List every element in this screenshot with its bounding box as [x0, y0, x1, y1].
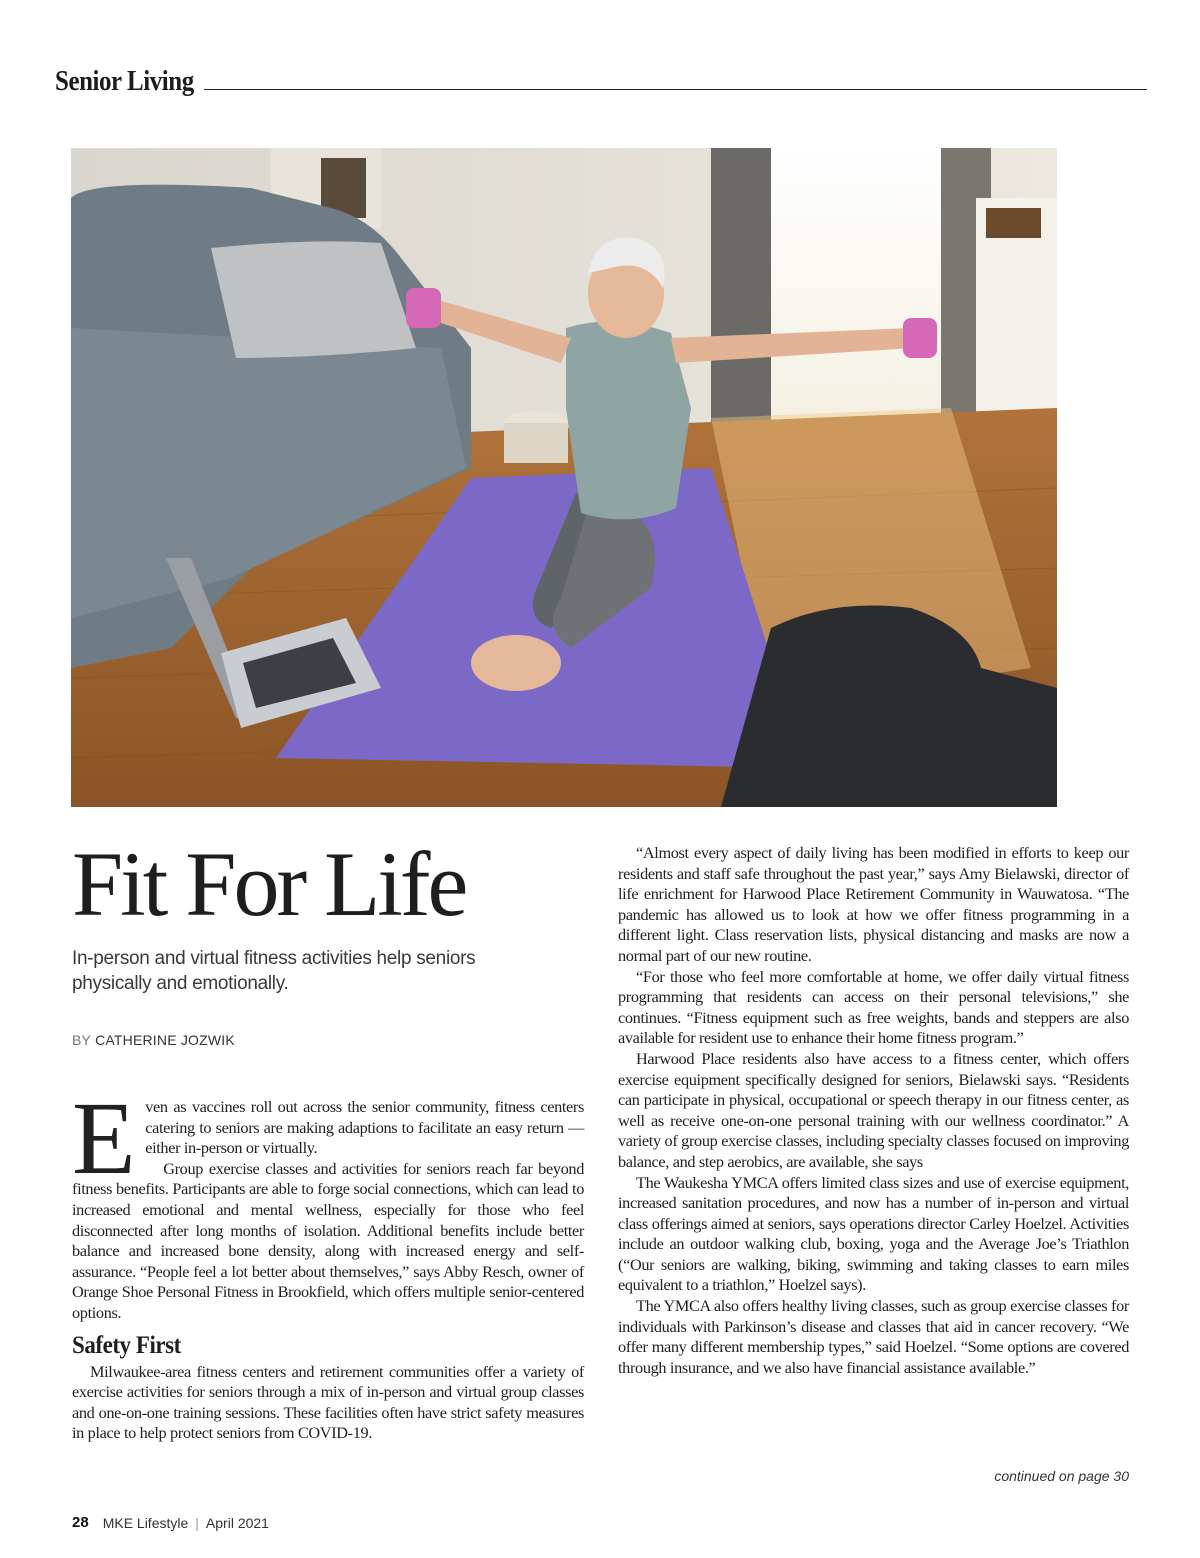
paragraph-6: Harwood Place residents also have access to a fitness center, which offers exercise equipment specifically designed for seniors, Bielawski says. “Residents can participate in physical, occupational or speech therapy in our fitness center, as well as receive one-on-one personal training with our wellness coordinator.” A variety of group exercise classes, including specialty classes focused on improving balance, and step aerobics, are available, she says	[618, 1048, 1129, 1171]
paragraph-1-text: ven as vaccines roll out across the senior community, fitness centers catering to seniors are making adaptions to facilitate an easy return — either in-person or virtually.	[145, 1097, 584, 1158]
paragraph-5: “For those who feel more comfortable at home, we offer daily virtual fitness programming that residents can access on their personal televisions,” she continues. “Fitness equipment such as free weights, bands and steppers are also available for resident use to enhance their home fitness program.”	[618, 966, 1129, 1048]
byline-prefix: BY	[72, 1032, 92, 1048]
paragraph-4: “Almost every aspect of daily living has been modified in efforts to keep our residents and staff safe throughout the past year,” says Amy Bielawski, director of life enrichment for Harwood Place Retirement Community in Wauwatosa. “The pandemic has allowed us to look at how we offer fitness programming in a different light. Class reservation lists, physical distancing and masks are now a normal part of our new routine.	[618, 843, 1129, 965]
article-headline: Fit For Life	[72, 833, 466, 935]
article-column-right	[618, 843, 1129, 1378]
paragraph-8: The YMCA also offers healthy living classes, such as group exercise classes for individuals with Parkinson’s disease and classes that aid in cancer recovery. “We offer many different membership types,” said Hoelzel. “Some options are covered through insurance, and we also have financial assistance available.”	[618, 1296, 1129, 1377]
publication-name: MKE Lifestyle	[102, 1514, 189, 1531]
subhead-safety-first: Safety First	[72, 1331, 181, 1359]
article-column-left	[72, 1081, 584, 1444]
hero-photo	[71, 148, 1057, 807]
author-name: CATHERINE JOZWIK	[95, 1032, 235, 1048]
paragraph-1	[72, 1081, 584, 1196]
byline	[72, 1032, 235, 1048]
continued-note: continued on page 30	[994, 1468, 1129, 1484]
section-rule	[204, 89, 1147, 90]
section-label: Senior Living	[55, 65, 194, 97]
paragraph-7: The Waukesha YMCA offers limited class sizes and use of exercise equipment, increased sanitation procedures, and now has a number of in-person and virtual class offerings aimed at seniors, says operations director Carley Hoelzel. Activities include an outdoor walking club, boxing, yoga and the Average Joe’s Triathlon (“Our seniors are walking, biking, swimming and taking classes to earn miles equivalent to a triathlon,” Hoelzel says).	[618, 1172, 1129, 1295]
footer-divider: |	[195, 1514, 199, 1531]
article-deck: In-person and virtual fitness activities help seniors physically and emotionally.	[72, 948, 476, 994]
hero-photo-illustration	[71, 148, 1057, 807]
drop-cap: E	[72, 1081, 136, 1196]
page-number: 28	[72, 1514, 89, 1531]
page-footer	[72, 1514, 269, 1531]
issue-date: April 2021	[205, 1514, 269, 1531]
section-header	[55, 56, 1147, 96]
paragraph-2: Group exercise classes and activities for seniors reach far beyond fitness benefits. Participants are able to forge social connections, which can lead to increased emotional and mental wellness, especially for those who feel disconnected after long months of isolation. Additional benefits include better balance and increased bone density, along with increased energy and self-assurance. “People feel a lot better about themselves,” says Abby Resch, owner of Orange Shoe Personal Fitness in Brookfield, which offers multiple senior-centered options.	[72, 1158, 584, 1322]
paragraph-3: Milwaukee-area fitness centers and retirement communities offer a variety of exercise activities for seniors through a mix of in-person and virtual group classes and one-on-one training sessions. These facilities often have strict safety measures in place to help protect seniors from COVID-19.	[72, 1361, 584, 1443]
